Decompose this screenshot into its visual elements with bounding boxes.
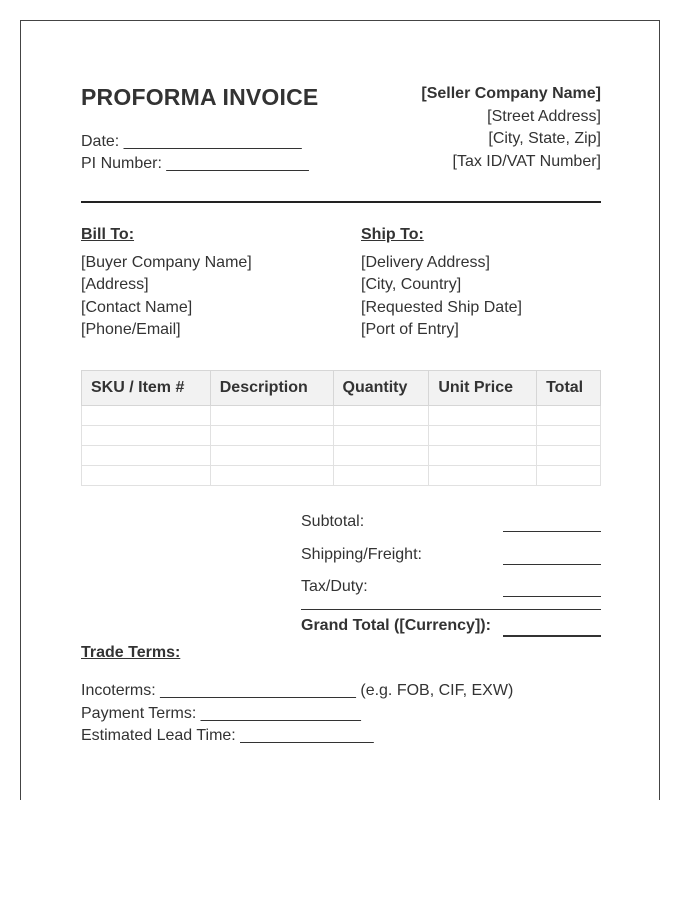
table-cell[interactable] bbox=[429, 406, 537, 426]
ship-to-heading: Ship To: bbox=[361, 226, 424, 243]
payment-terms-label: Payment Terms: bbox=[81, 705, 197, 722]
payment-terms-blank: __________________ bbox=[200, 705, 361, 722]
date-field bbox=[81, 133, 302, 151]
tax-label: Tax/Duty: bbox=[301, 578, 368, 595]
pi-number-blank: ________________ bbox=[166, 155, 309, 172]
table-row bbox=[82, 466, 601, 486]
table-row bbox=[82, 406, 601, 426]
lead-time-label: Estimated Lead Time: bbox=[81, 727, 236, 744]
table-cell[interactable] bbox=[537, 466, 601, 486]
column-header-unit-price: Unit Price bbox=[429, 371, 537, 406]
bill-to-line: [Address] bbox=[81, 276, 149, 293]
subtotal-blank[interactable] bbox=[503, 513, 601, 532]
table-row bbox=[82, 426, 601, 446]
bill-to-line: [Buyer Company Name] bbox=[81, 253, 252, 271]
table-cell[interactable] bbox=[210, 406, 333, 426]
incoterms-label: Incoterms: bbox=[81, 682, 156, 699]
shipping-row bbox=[301, 546, 601, 564]
ship-to-line: [Port of Entry] bbox=[361, 321, 459, 338]
incoterms-blank: ______________________ bbox=[160, 682, 356, 699]
invoice-page bbox=[20, 20, 660, 800]
table-cell[interactable] bbox=[210, 426, 333, 446]
column-header-quantity: Quantity bbox=[333, 371, 429, 406]
bill-to-line: [Phone/Email] bbox=[81, 321, 181, 338]
seller-info bbox=[421, 83, 601, 173]
bill-to-block bbox=[81, 224, 252, 342]
tax-blank[interactable] bbox=[503, 578, 601, 597]
payment-terms-field bbox=[81, 705, 361, 723]
table-cell[interactable] bbox=[82, 466, 211, 486]
subtotal-row bbox=[301, 513, 601, 531]
totals-divider bbox=[301, 609, 601, 610]
bill-to-heading: Bill To: bbox=[81, 226, 135, 243]
grand-total-row bbox=[301, 617, 601, 635]
date-label: Date: bbox=[81, 133, 120, 150]
seller-company-name: [Seller Company Name] bbox=[421, 85, 601, 102]
shipping-label: Shipping/Freight: bbox=[301, 546, 422, 563]
table-cell[interactable] bbox=[429, 466, 537, 486]
bill-to-line: [Contact Name] bbox=[81, 298, 193, 316]
table-cell[interactable] bbox=[429, 446, 537, 466]
incoterms-hint: (e.g. FOB, CIF, EXW) bbox=[360, 682, 514, 699]
table-cell[interactable] bbox=[333, 446, 429, 466]
table-cell[interactable] bbox=[333, 466, 429, 486]
grand-total-blank[interactable] bbox=[503, 617, 601, 637]
seller-tax-id: [Tax ID/VAT Number] bbox=[452, 152, 601, 170]
ship-to-block bbox=[361, 224, 522, 342]
table-cell[interactable] bbox=[210, 466, 333, 486]
table-cell[interactable] bbox=[537, 406, 601, 426]
line-items-table bbox=[81, 370, 601, 486]
lead-time-blank: _______________ bbox=[240, 727, 374, 744]
trade-terms-heading: Trade Terms: bbox=[81, 644, 181, 661]
grand-total-label: Grand Total ([Currency]): bbox=[301, 617, 491, 634]
column-header-total: Total bbox=[537, 371, 601, 406]
table-cell[interactable] bbox=[429, 426, 537, 446]
ship-to-line: [City, Country] bbox=[361, 276, 462, 293]
date-blank: ____________________ bbox=[123, 133, 302, 150]
table-cell[interactable] bbox=[82, 426, 211, 446]
table-header-row bbox=[82, 371, 601, 406]
lead-time-field bbox=[81, 727, 374, 745]
header-divider bbox=[81, 201, 601, 203]
table-cell[interactable] bbox=[537, 446, 601, 466]
column-header-description: Description bbox=[210, 371, 333, 406]
table-row bbox=[82, 446, 601, 466]
ship-to-line: [Requested Ship Date] bbox=[361, 298, 522, 316]
table-cell[interactable] bbox=[537, 426, 601, 446]
shipping-blank[interactable] bbox=[503, 546, 601, 565]
pi-number-field bbox=[81, 155, 309, 173]
table-cell[interactable] bbox=[333, 426, 429, 446]
table-cell[interactable] bbox=[82, 406, 211, 426]
table-cell[interactable] bbox=[210, 446, 333, 466]
seller-street-address: [Street Address] bbox=[487, 107, 601, 125]
page-title: PROFORMA INVOICE bbox=[81, 84, 319, 110]
column-header-sku: SKU / Item # bbox=[82, 371, 211, 406]
subtotal-label: Subtotal: bbox=[301, 513, 365, 530]
ship-to-line: [Delivery Address] bbox=[361, 253, 490, 271]
table-cell[interactable] bbox=[333, 406, 429, 426]
table-cell[interactable] bbox=[82, 446, 211, 466]
seller-city-state-zip: [City, State, Zip] bbox=[488, 130, 601, 147]
incoterms-field bbox=[81, 682, 513, 700]
tax-row bbox=[301, 578, 601, 596]
pi-number-label: PI Number: bbox=[81, 155, 162, 172]
